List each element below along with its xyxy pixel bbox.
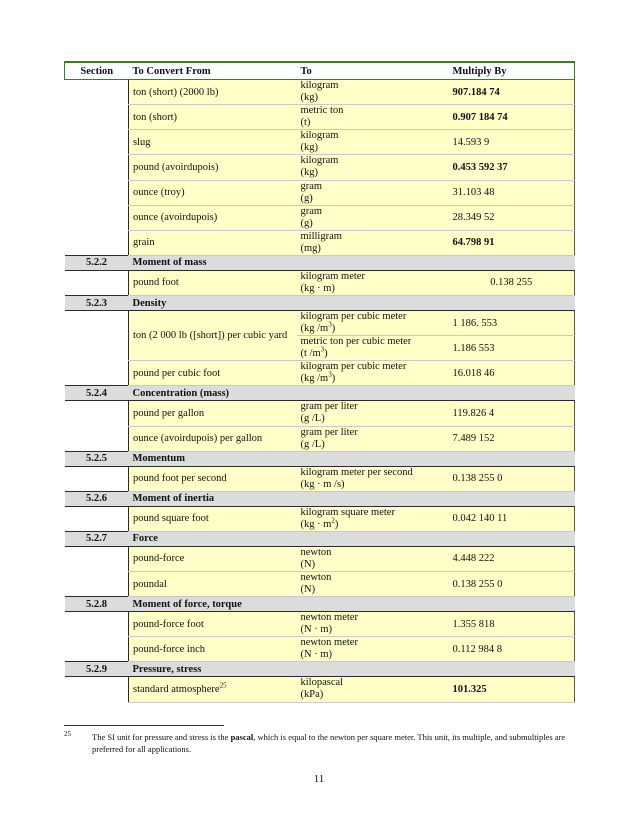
unit-symbol-text: (g) — [300, 192, 313, 204]
to-unit-name: kilopascal — [300, 677, 344, 689]
section-cell-empty — [65, 180, 129, 205]
to-unit-cell — [297, 361, 449, 386]
multiply-by-value: 0.138 255 0 — [449, 572, 575, 597]
to-unit-cell — [297, 572, 449, 597]
unit-symbol-text: (N · m) — [300, 624, 332, 636]
header-section: Section — [65, 62, 129, 80]
to-unit-symbol — [301, 559, 445, 571]
convert-from-cell — [129, 205, 297, 230]
to-unit-cell — [297, 155, 449, 180]
to-unit-name: gram — [300, 180, 323, 192]
section-cell-empty — [65, 572, 129, 597]
multiply-by-value: 7.489 152 — [449, 426, 575, 451]
convert-from-cell — [129, 546, 297, 571]
to-unit-cell — [297, 546, 449, 571]
table-row — [65, 230, 575, 255]
section-cell-empty — [65, 105, 129, 130]
section-number: 5.2.3 — [65, 296, 129, 311]
section-row — [65, 597, 575, 612]
table-row — [65, 401, 575, 426]
section-title: Moment of mass — [129, 255, 575, 270]
section-cell-empty — [65, 361, 129, 386]
page-number: 11 — [313, 773, 325, 785]
multiply-by-value: 101.325 — [449, 677, 575, 702]
to-unit-cell — [297, 677, 449, 702]
header-row — [65, 62, 575, 80]
footnote-text-start: The SI unit for pressure and stress is the — [92, 732, 231, 742]
section-title: Pressure, stress — [129, 662, 575, 677]
convert-from-cell — [129, 572, 297, 597]
unit-symbol-text: (g) — [300, 217, 313, 229]
to-unit-cell — [297, 180, 449, 205]
to-unit-symbol — [301, 142, 445, 154]
convert-from-cell — [129, 80, 297, 105]
section-row — [65, 255, 575, 270]
to-unit-symbol — [300, 320, 445, 335]
unit-exponent: 3 — [320, 345, 325, 354]
to-unit-symbol — [301, 117, 445, 129]
table-row — [65, 426, 575, 451]
header-to: To — [297, 62, 449, 80]
to-unit-name: metric ton per cubic meter — [300, 336, 412, 348]
unit-symbol-text: (kg /m — [300, 373, 329, 385]
multiply-by-value: 0.112 984 8 — [449, 637, 575, 662]
section-row — [65, 662, 575, 677]
to-unit-name: newton — [300, 546, 332, 558]
unit-symbol-text: (kg /m — [300, 323, 329, 335]
unit-symbol-text: (kg · m) — [300, 282, 335, 294]
unit-exponent: 2 — [331, 516, 335, 525]
header-multiply-by: Multiply By — [449, 62, 575, 80]
to-unit-name: gram — [300, 205, 323, 217]
convert-from-cell — [129, 637, 297, 662]
convert-from-cell — [129, 105, 297, 130]
to-unit-symbol — [300, 516, 445, 531]
section-cell-empty — [65, 612, 129, 637]
convert-from-text: pound (avoirdupois) — [133, 161, 219, 173]
to-unit-name: gram per liter — [300, 401, 358, 413]
convert-from-text: standard atmosphere — [133, 683, 220, 695]
convert-from-text: pound per gallon — [133, 407, 205, 419]
section-number: 5.2.6 — [65, 491, 129, 506]
section-cell-empty — [65, 270, 129, 295]
section-cell-empty — [65, 336, 129, 361]
section-number: 5.2.2 — [65, 255, 129, 270]
section-cell-empty — [65, 677, 129, 702]
to-unit-symbol — [300, 370, 445, 385]
to-unit-symbol — [301, 479, 445, 491]
convert-from-text: pound square foot — [133, 513, 209, 525]
multiply-by-value: 0.138 255 0 — [449, 466, 575, 491]
section-title: Moment of force, torque — [129, 597, 575, 612]
to-unit-symbol — [300, 345, 445, 360]
to-unit-symbol — [301, 649, 445, 661]
to-unit-symbol — [301, 413, 445, 425]
section-cell-empty — [65, 155, 129, 180]
table-row — [65, 155, 575, 180]
to-unit-cell — [297, 80, 449, 105]
convert-from-cell — [129, 180, 297, 205]
to-unit-name: metric ton — [300, 105, 344, 117]
to-unit-name: kilogram per cubic meter — [300, 311, 407, 322]
to-unit-symbol — [301, 584, 445, 596]
section-title: Moment of inertia — [129, 491, 575, 506]
to-unit-cell — [297, 466, 449, 491]
to-unit-name: milligram — [300, 230, 342, 242]
to-unit-cell — [297, 401, 449, 426]
to-unit-name: newton — [300, 572, 332, 583]
unit-exponent: 3 — [328, 370, 332, 379]
table-row — [65, 80, 575, 105]
multiply-by-value: 64.798 91 — [449, 230, 575, 255]
to-unit-symbol — [301, 689, 445, 701]
to-unit-cell — [297, 506, 449, 531]
section-number: 5.2.8 — [65, 597, 129, 612]
convert-from-text: ton (short) — [133, 111, 178, 123]
section-cell-empty — [65, 546, 129, 571]
unit-symbol-text: (N) — [300, 558, 316, 570]
to-unit-cell — [297, 270, 449, 295]
unit-symbol-text: (t /m — [300, 348, 321, 360]
unit-symbol-text: (N · m) — [300, 649, 332, 661]
to-unit-name: kilogram — [300, 130, 339, 142]
unit-symbol-text: (g /L) — [300, 438, 325, 450]
to-unit-cell — [297, 612, 449, 637]
section-row — [65, 491, 575, 506]
section-cell-empty — [65, 637, 129, 662]
convert-from-cell — [129, 426, 297, 451]
to-unit-cell — [297, 105, 449, 130]
unit-exponent: 3 — [328, 320, 332, 329]
unit-symbol-close: ) — [324, 348, 328, 360]
section-row — [65, 296, 575, 311]
header-convert-from: To Convert From — [129, 62, 297, 80]
section-cell-empty — [65, 80, 129, 105]
convert-from-cell — [129, 230, 297, 255]
unit-symbol-text: (mg) — [300, 242, 321, 254]
footnote-text — [92, 731, 574, 755]
multiply-by-value: 16.018 46 — [449, 361, 575, 386]
table-row — [65, 180, 575, 205]
convert-from-text: pound-force inch — [133, 643, 206, 655]
table-row — [65, 270, 575, 295]
convert-from-cell — [129, 361, 297, 386]
section-cell-empty — [65, 130, 129, 155]
unit-symbol-close: ) — [331, 373, 336, 385]
table-row — [65, 677, 575, 702]
unit-symbol-text: (kg · m — [300, 518, 332, 530]
unit-symbol-text: (kg) — [300, 92, 318, 104]
section-number: 5.2.9 — [65, 662, 129, 677]
convert-from-cell — [129, 612, 297, 637]
multiply-by-value: 119.826 4 — [449, 401, 575, 426]
to-unit-symbol — [301, 624, 445, 636]
to-unit-name: gram per liter — [300, 426, 358, 438]
multiply-by-value: 1.355 818 — [449, 612, 575, 637]
section-cell-empty — [65, 506, 129, 531]
table-row — [65, 361, 575, 386]
convert-from-text: slug — [133, 136, 151, 148]
convert-from-cell — [129, 155, 297, 180]
multiply-by-value: 31.103 48 — [449, 180, 575, 205]
to-unit-cell — [297, 230, 449, 255]
to-unit-symbol — [301, 92, 445, 104]
unit-symbol-close: ) — [331, 323, 336, 335]
to-unit-symbol — [301, 167, 445, 179]
table-row — [65, 546, 575, 571]
table-row — [65, 612, 575, 637]
section-cell-empty — [65, 466, 129, 491]
convert-from-cell — [129, 677, 297, 702]
convert-from-text: pound-force — [133, 553, 185, 565]
footnote-divider — [64, 725, 224, 726]
unit-symbol-text: (t) — [300, 117, 311, 129]
to-unit-symbol — [301, 283, 445, 295]
multiply-by-value: 0.138 255 — [449, 270, 575, 295]
to-unit-symbol — [301, 243, 445, 255]
convert-from-cell — [129, 506, 297, 531]
to-unit-name: kilogram square meter — [300, 506, 395, 518]
multiply-by-value: 1 186. 553 — [449, 311, 575, 336]
table-body — [65, 80, 575, 703]
to-unit-cell — [297, 426, 449, 451]
table-row — [65, 205, 575, 230]
convert-from-cell — [129, 466, 297, 491]
to-unit-name: kilogram — [300, 80, 339, 91]
convert-from-text: pound per cubic foot — [133, 367, 221, 379]
multiply-by-value: 1.186 553 — [449, 336, 575, 361]
convert-from-text: ounce (troy) — [133, 187, 185, 199]
convert-from-text: grain — [133, 237, 155, 249]
convert-from-text: pound foot — [133, 277, 179, 289]
to-unit-name: kilogram per cubic meter — [300, 361, 407, 373]
convert-from-text: ton (short) (2000 lb) — [133, 86, 219, 98]
section-title: Momentum — [129, 451, 575, 466]
convert-from-text: ounce (avoirdupois) — [133, 212, 218, 224]
conversion-table — [64, 61, 575, 703]
section-cell-empty — [65, 311, 129, 336]
convert-from-text: ounce (avoirdupois) per gallon — [133, 433, 263, 445]
unit-symbol-text: (kPa) — [300, 689, 324, 701]
section-cell-empty — [65, 426, 129, 451]
section-row — [65, 451, 575, 466]
to-unit-cell — [297, 637, 449, 662]
section-number: 5.2.5 — [65, 451, 129, 466]
multiply-by-value: 0.907 184 74 — [449, 105, 575, 130]
multiply-by-value: 28.349 52 — [449, 205, 575, 230]
unit-symbol-text: (kg) — [300, 142, 318, 154]
to-unit-symbol — [301, 439, 445, 451]
section-number: 5.2.7 — [65, 531, 129, 546]
multiply-by-value: 907.184 74 — [449, 80, 575, 105]
section-title: Concentration (mass) — [129, 386, 575, 401]
to-unit-cell — [297, 205, 449, 230]
multiply-by-value: 0.453 592 37 — [449, 155, 575, 180]
multiply-by-value: 4.448 222 — [449, 546, 575, 571]
footnote-number: 25 — [64, 730, 71, 738]
convert-from-text: poundal — [133, 578, 167, 590]
unit-symbol-text: (g /L) — [300, 413, 325, 425]
multiply-by-value: 0.042 140 11 — [449, 506, 575, 531]
section-cell-empty — [65, 205, 129, 230]
section-row — [65, 531, 575, 546]
table-row — [65, 637, 575, 662]
to-unit-cell — [297, 311, 449, 336]
multiply-by-value: 14.593 9 — [449, 130, 575, 155]
section-title: Density — [129, 296, 575, 311]
to-unit-cell — [297, 130, 449, 155]
footnote-ref: 25 — [219, 681, 227, 690]
section-cell-empty — [65, 401, 129, 426]
to-unit-name: newton meter — [300, 637, 358, 649]
to-unit-symbol — [301, 218, 445, 230]
unit-symbol-text: (kg · m /s) — [300, 478, 345, 490]
table-row — [65, 466, 575, 491]
footnote-bold-term: pascal — [230, 732, 254, 742]
unit-symbol-text: (N) — [300, 584, 316, 596]
section-cell-empty — [65, 230, 129, 255]
convert-from-text: pound-force foot — [133, 618, 204, 630]
to-unit-name: kilogram meter — [300, 270, 365, 282]
convert-from-cell — [129, 401, 297, 426]
convert-from-cell — [129, 130, 297, 155]
convert-from-text: pound foot per second — [133, 473, 227, 485]
to-unit-name: newton meter — [300, 612, 358, 624]
table-row — [65, 572, 575, 597]
footnote-text-end: , which is equal to the newton per square meter. This unit, its multiple, and submultiples are preferred for all applications. — [92, 732, 566, 754]
unit-symbol-text: (kg) — [300, 167, 318, 179]
to-unit-name: kilogram meter per second — [300, 466, 413, 478]
convert-from-cell — [129, 270, 297, 295]
table-row — [65, 105, 575, 130]
to-unit-cell — [297, 336, 449, 361]
to-unit-symbol — [301, 193, 445, 205]
section-title: Force — [129, 531, 575, 546]
convert-from-text: ton (2 000 lb ([short]) per cubic yard — [133, 330, 288, 342]
convert-from-cell — [129, 311, 297, 361]
section-row — [65, 386, 575, 401]
to-unit-name: kilogram — [300, 155, 339, 167]
table-row — [65, 506, 575, 531]
table-row — [65, 311, 575, 336]
unit-symbol-close: ) — [334, 518, 339, 530]
table-row — [65, 130, 575, 155]
section-number: 5.2.4 — [65, 386, 129, 401]
